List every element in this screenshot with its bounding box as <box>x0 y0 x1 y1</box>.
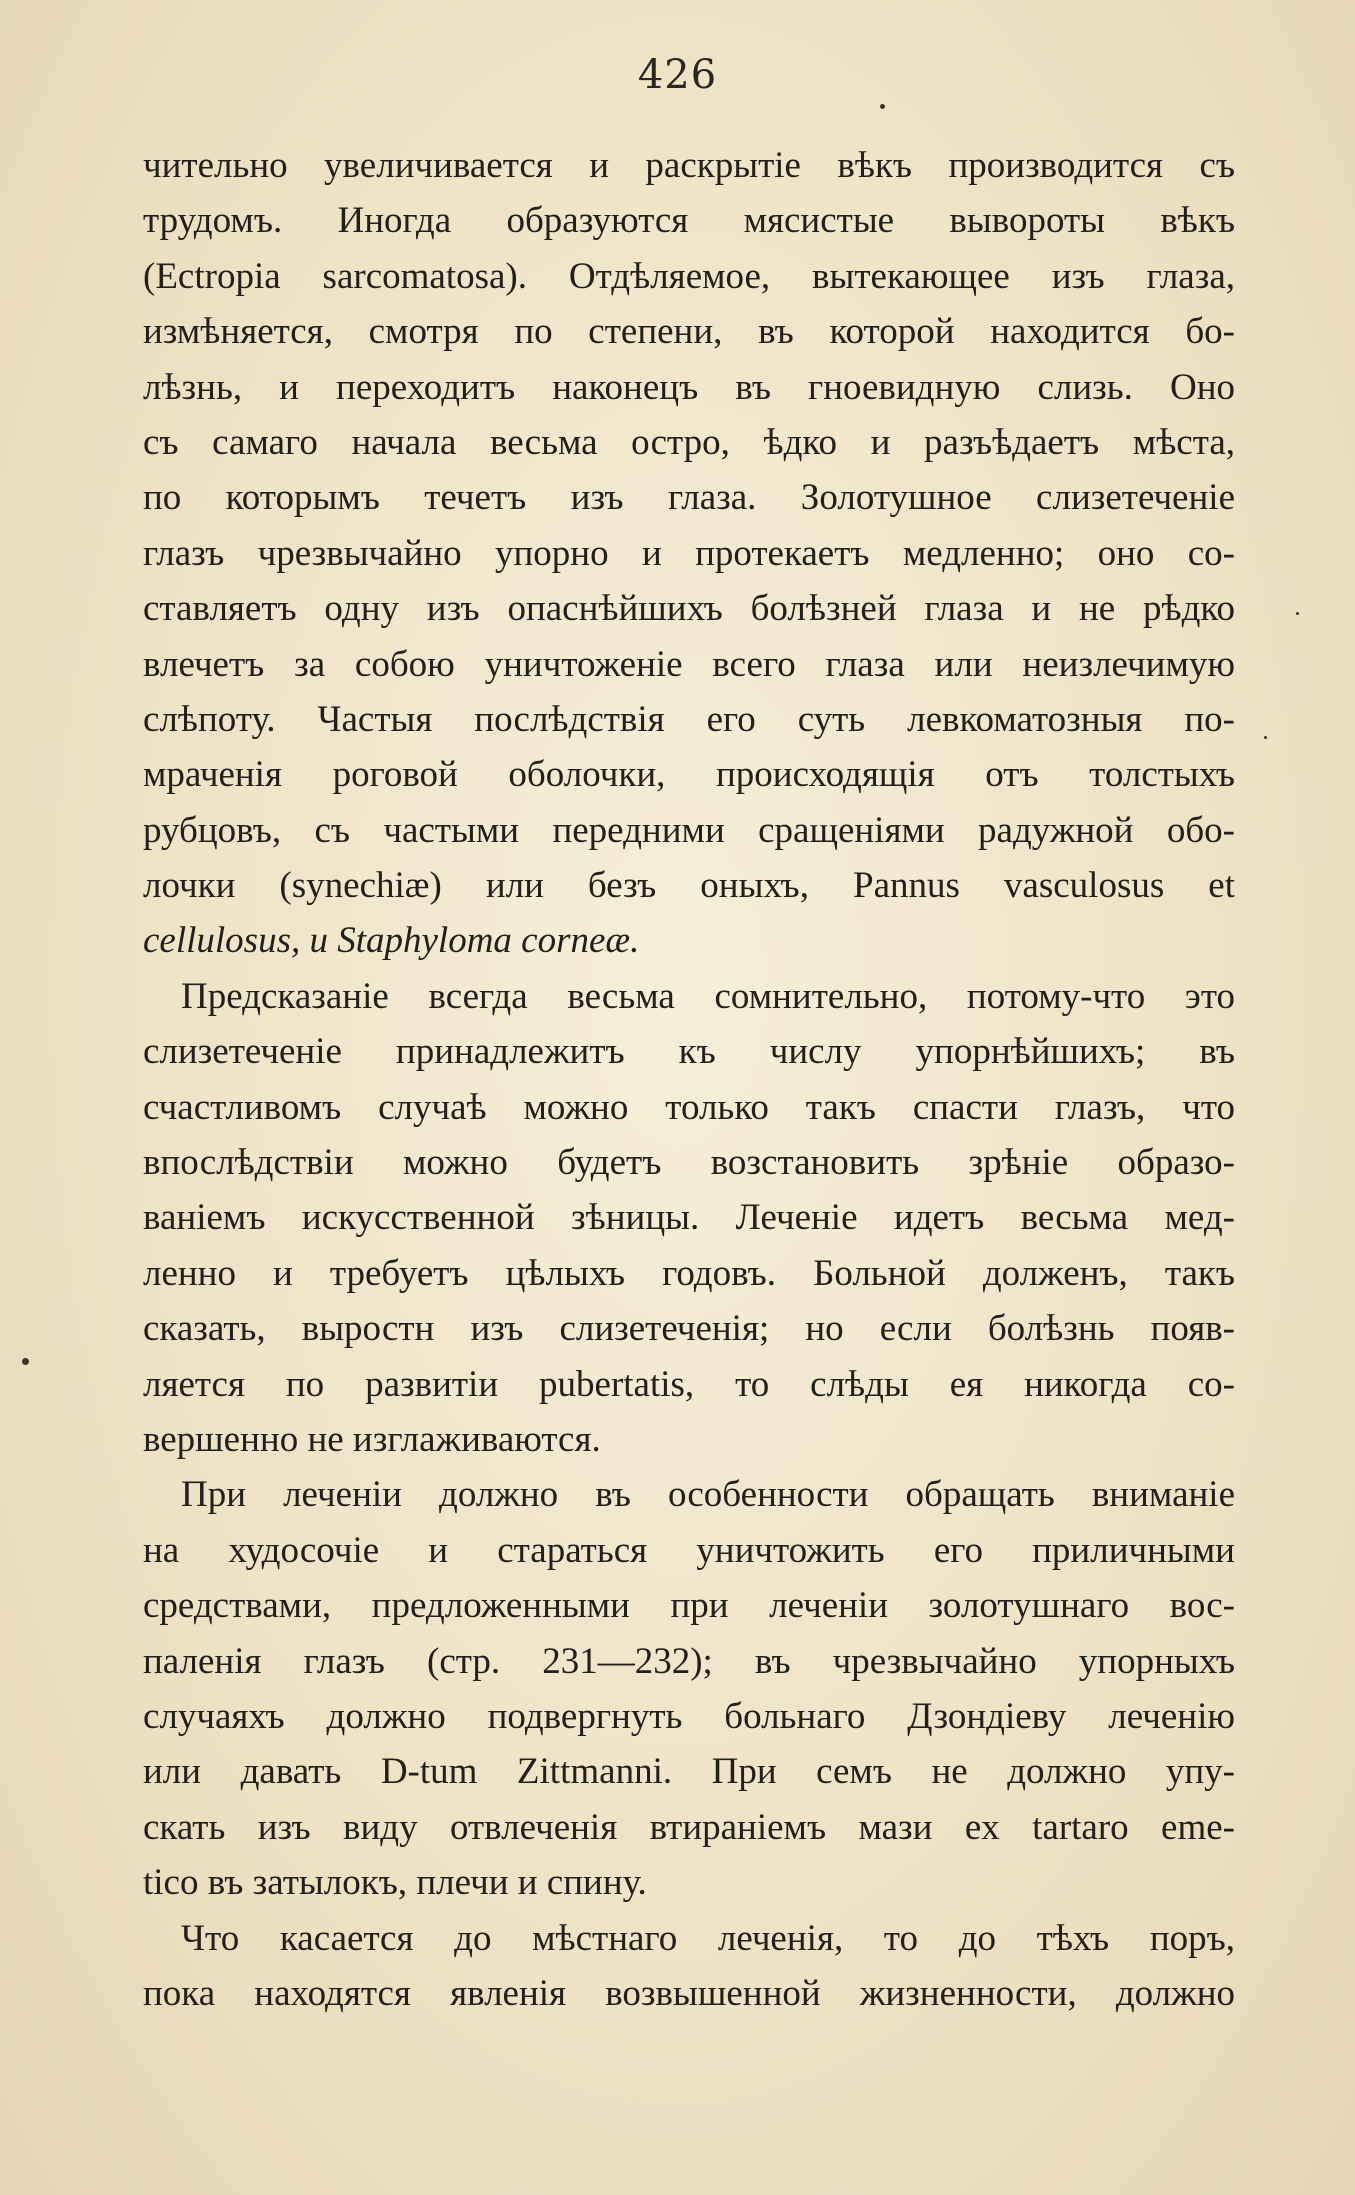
text-line: вершенно не изглаживаются. <box>143 1418 601 1460</box>
text-line: глазъ чрезвычайно упорно и протекаетъ медленно; оно со- <box>143 532 1235 574</box>
text-line: влечетъ за собою уничтоженіе всего глаза или неизлечимую <box>143 643 1235 685</box>
paragraph-4 <box>143 1911 1235 2022</box>
text-line: ваніемъ искусственной зѣницы. Леченіе идетъ весьма мед- <box>143 1197 1235 1239</box>
text-line: счастливомъ случаѣ можно только такъ спасти глазъ, что <box>143 1086 1235 1128</box>
ink-speck <box>22 1358 29 1365</box>
text-line: трудомъ. Иногда образуются мясистые вывороты вѣкъ <box>143 200 1235 242</box>
text-line: Что касается до мѣстнаго леченія, то до тѣхъ поръ, <box>181 1917 1235 1959</box>
text-line: съ самаго начала весьма остро, ѣдко и разъѣдаетъ мѣста, <box>143 421 1235 463</box>
ink-speck <box>880 104 885 109</box>
text-line: на худосочіе и стараться уничтожить его приличными <box>143 1529 1235 1571</box>
text-line: по которымъ течетъ изъ глаза. Золотушное слизетеченіе <box>143 477 1235 519</box>
text-line: cellulosus, и Staphyloma corneæ. <box>143 920 640 962</box>
text-line: средствами, предложенными при леченіи золотушнаго вос- <box>143 1585 1235 1627</box>
text-line: лочки (synechiæ) или безъ оныхъ, Pannus vasculosus et <box>143 865 1235 907</box>
paragraph-1 <box>143 138 1235 969</box>
text-line: или давать D-tum Zittmanni. При семъ не должно упу- <box>143 1751 1235 1793</box>
body-text <box>143 138 1235 2021</box>
text-line: впослѣдствіи можно будетъ возстановить зрѣніе образо- <box>143 1142 1235 1184</box>
text-line: (Ectropia sarcomatosa). Отдѣляемое, вытекающее изъ глаза, <box>143 255 1235 297</box>
text-line: ленно и требуетъ цѣлыхъ годовъ. Больной долженъ, такъ <box>143 1252 1235 1294</box>
text-line: мраченія роговой оболочки, происходящія отъ толстыхъ <box>143 754 1235 796</box>
text-line: Предсказаніе всегда весьма сомнительно, потому-что это <box>181 975 1235 1017</box>
text-line: сказать, выростн изъ слизетеченія; но если болѣзнь появ- <box>143 1308 1235 1350</box>
paragraph-2 <box>143 969 1235 1468</box>
text-line: скать изъ виду отвлеченія втираніемъ мази ex tartaro eme- <box>143 1806 1235 1848</box>
text-line: рубцовъ, съ частыми передними сращеніями радужной обо- <box>143 809 1235 851</box>
ink-speck <box>1296 612 1299 615</box>
text-line: При леченіи должно въ особенности обращать вниманіе <box>181 1474 1235 1516</box>
page-number: 426 <box>637 52 718 98</box>
text-line: ляется по развитіи pubertatis, то слѣды ея никогда со- <box>143 1363 1235 1405</box>
text-line: слизетеченіе принадлежитъ къ числу упорнѣйшихъ; въ <box>143 1031 1235 1073</box>
text-line: чительно увеличивается и раскрытіе вѣкъ производится съ <box>143 145 1235 186</box>
text-line: лѣзнь, и переходитъ наконецъ въ гноевидную слизь. Оно <box>143 366 1235 408</box>
text-line: tico въ затылокъ, плечи и спину. <box>143 1862 647 1904</box>
text-line: пока находятся явленія возвышенной жизненности, должно <box>143 1972 1235 2014</box>
text-line: ставляетъ одну изъ опаснѣйшихъ болѣзней глаза и не рѣдко <box>143 588 1235 630</box>
text-line: случаяхъ должно подвергнуть больнаго Дзондіеву леченію <box>143 1695 1235 1737</box>
text-line: слѣпоту. Частыя послѣдствія его суть левкоматозныя по- <box>143 698 1235 740</box>
text-line: измѣняется, смотря по степени, въ которой находится бо- <box>143 311 1235 353</box>
ink-speck <box>1264 736 1267 739</box>
paragraph-3 <box>143 1467 1235 1910</box>
text-line: паленія глазъ (стр. 231—232); въ чрезвычайно упорныхъ <box>143 1640 1235 1682</box>
